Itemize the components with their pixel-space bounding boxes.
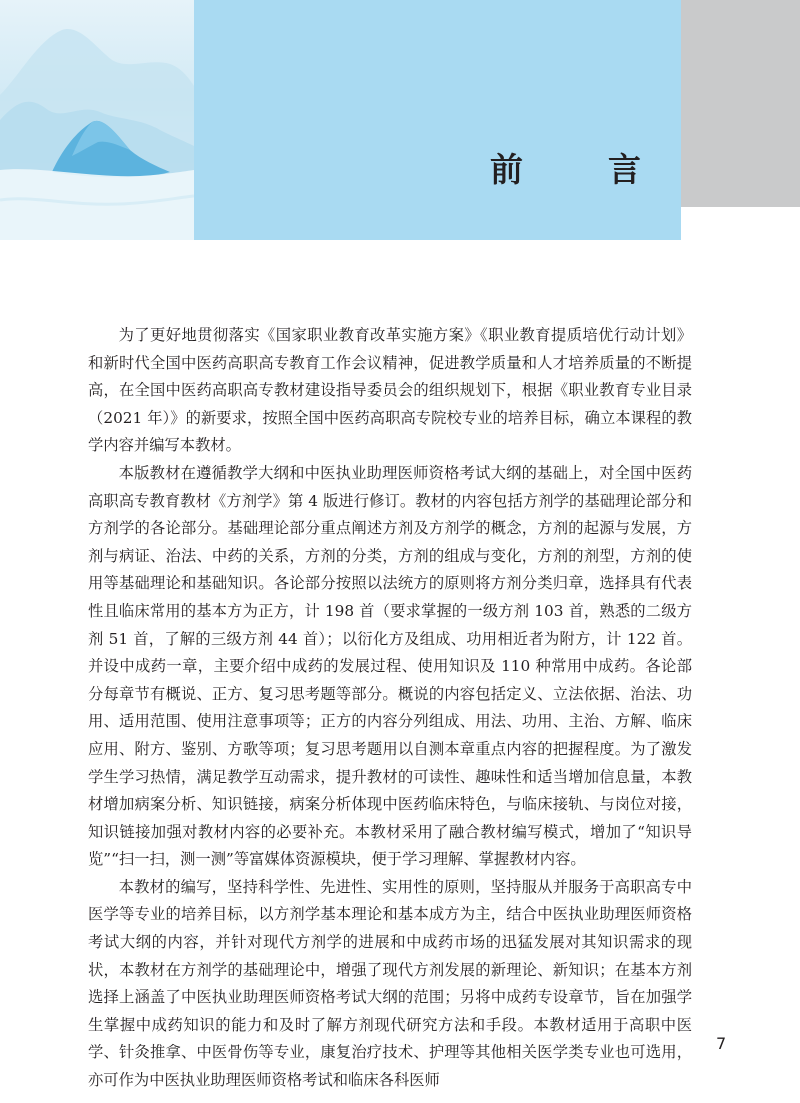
header-gray-block bbox=[681, 0, 800, 207]
preface-body bbox=[88, 322, 692, 1095]
paragraph: 为了更好地贯彻落实《国家职业教育改革实施方案》《职业教育提质培优行动计划》和新时代全国中医药高职高专教育工作会议精神，促进教学质量和人才培养质量的不断提高，在全国中医药高职高专教材建设指导委员会的组织规划下，根据《职业教育专业目录（2021 年）》的新要求，按照全国中医药高职高专院校专业的培养目标，确立本课程的教学内容并编写本教材。 bbox=[88, 326, 692, 455]
page-title: 前 言 bbox=[490, 150, 667, 189]
paragraph: 本教材的编写，坚持科学性、先进性、实用性的原则，坚持服从并服务于高职高专中医学等专业的培养目标，以方剂学基本理论和基本成方为主，结合中医执业助理医师资格考试大纲的内容，并针对现代方剂学的进展和中成药市场的迅猛发展对其知识需求的现状，本教材在方剂学的基础理论中，增强了现代方剂发展的新理论、新知识；在基本方剂选择上涵盖了中医执业助理医师资格考试大纲的范围；另将中成药专设章节，旨在加强学生掌握中成药知识的能力和及时了解方剂现代研究方法和手段。本教材适用于高职中医学、针灸推拿、中医骨伤等专业，康复治疗技术、护理等其他相关医学类专业也可选用，亦可作为中医执业助理医师资格考试和临床各科医师 bbox=[88, 877, 692, 1090]
header-banner bbox=[194, 0, 681, 240]
paragraph: 本版教材在遵循教学大纲和中医执业助理医师资格考试大纲的基础上，对全国中医药高职高专教育教材《方剂学》第 4 版进行修订。教材的内容包括方剂学的基础理论部分和方剂学的各论部分。基础理论部分重点阐述方剂及方剂学的概念，方剂的起源与发展，方剂与病证、治法、中药的关系，方剂的分类，方剂的组成与变化，方剂的剂型，方剂的使用等基础理论和基础知识。各论部分按照以法统方的原则将方剂分类归章，选择具有代表性且临床常用的基本方为正方，计 198 首（要求掌握的一级方剂 103 首，熟悉的二级方剂 51 首，了解的三级方剂 44 首）；以衍化方及组成、功用相近者为附方，计 122 首。并设中成药一章，主要介绍中成药的发展过程、使用知识及 110 种常用中成药。各论部分每章节有概说、正方、复习思考题等部分。概说的内容包括定义、立法依据、治法、功用、适用范围、使用注意事项等；正方的内容分列组成、用法、功用、主治、方解、临床应用、附方、鉴别、方歌等项；复习思考题用以自测本章重点内容的把握程度。为了激发学生学习热情，满足教学互动需求，提升教材的可读性、趣味性和适当增加信息量，本教材增加病案分析、知识链接，病案分析体现中医药临床特色，与临床接轨、与岗位对接，知识链接加强对教材内容的必要补充。本教材采用了融合教材编写模式，增加了“知识导览”“扫一扫，测一测”等富媒体资源模块，便于学习理解、掌握教材内容。 bbox=[88, 463, 692, 869]
page-number: 7 bbox=[716, 1034, 727, 1053]
mountain-landscape-image bbox=[0, 0, 194, 240]
